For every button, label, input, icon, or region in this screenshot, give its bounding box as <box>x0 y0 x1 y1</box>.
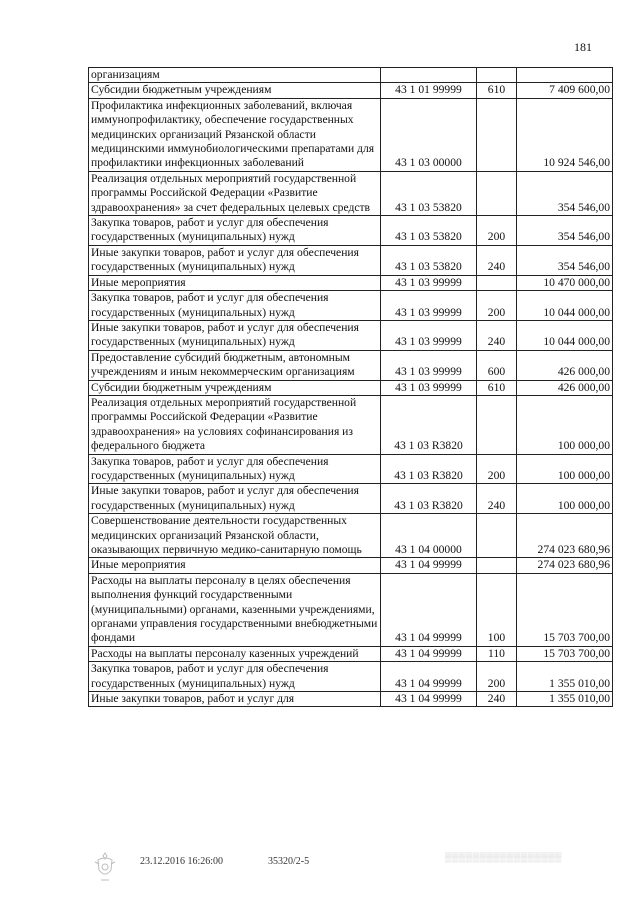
row-amount-cell: 1 355 010,00 <box>517 662 613 692</box>
row-name-cell: Закупка товаров, работ и услуг для обеспечения государственных (муниципальных) нужд <box>89 454 381 484</box>
table-row <box>89 454 613 484</box>
row-name-cell: Закупка товаров, работ и услуг для обеспечения государственных (муниципальных) нужд <box>89 662 381 692</box>
table-row <box>89 662 613 692</box>
row-type-cell: 240 <box>477 692 517 707</box>
row-code-cell: 43 1 04 99999 <box>381 558 477 573</box>
table-row <box>89 484 613 514</box>
row-name-cell: Иные закупки товаров, работ и услуг для обеспечения государственных (муниципальных) нужд <box>89 320 381 350</box>
table-row <box>89 275 613 290</box>
watermark-stamp: ▒▒▒▒▒▒▒▒▒▒▒▒▒▒▒▒▒ <box>445 852 562 862</box>
row-amount-cell: 426 000,00 <box>517 350 613 380</box>
row-name-cell: Иные мероприятия <box>89 558 381 573</box>
table-row <box>89 380 613 395</box>
row-name-cell: Расходы на выплаты персоналу в целях обеспечения выполнения функций государственными (муниципальными) органами, казенными учреждениями, органами управления государственными внебюджетными фондами <box>89 573 381 646</box>
footer-document-number: 35320/2-5 <box>268 856 310 867</box>
row-amount-cell: 15 703 700,00 <box>517 573 613 646</box>
row-type-cell <box>477 395 517 454</box>
row-type-cell <box>477 514 517 558</box>
row-amount-cell: 100 000,00 <box>517 484 613 514</box>
table-row <box>89 245 613 275</box>
row-code-cell: 43 1 03 53820 <box>381 245 477 275</box>
row-amount-cell: 1 355 010,00 <box>517 692 613 707</box>
row-amount-cell: 10 044 000,00 <box>517 320 613 350</box>
row-amount-cell: 274 023 680,96 <box>517 514 613 558</box>
row-type-cell: 240 <box>477 320 517 350</box>
row-name-cell: Субсидии бюджетным учреждениям <box>89 83 381 98</box>
row-code-cell: 43 1 04 99999 <box>381 662 477 692</box>
row-name-cell: Расходы на выплаты персоналу казенных учреждений <box>89 646 381 661</box>
table-row <box>89 350 613 380</box>
row-type-cell: 610 <box>477 83 517 98</box>
table-row <box>89 320 613 350</box>
row-amount-cell: 10 044 000,00 <box>517 291 613 321</box>
row-code-cell: 43 1 04 99999 <box>381 573 477 646</box>
row-amount-cell: 354 546,00 <box>517 171 613 215</box>
row-code-cell: 43 1 03 53820 <box>381 171 477 215</box>
row-name-cell: организациям <box>89 68 381 83</box>
row-type-cell: 240 <box>477 245 517 275</box>
row-name-cell: Реализация отдельных мероприятий государственной программы Российской Федерации «Развитие здравоохранения» на условиях софинансирования из федерального бюджета <box>89 395 381 454</box>
table-row <box>89 291 613 321</box>
table-row <box>89 558 613 573</box>
row-name-cell: Реализация отдельных мероприятий государственной программы Российской Федерации «Развитие здравоохранения» за счет федеральных целевых средств <box>89 171 381 215</box>
row-code-cell: 43 1 03 R3820 <box>381 484 477 514</box>
row-code-cell: 43 1 04 99999 <box>381 646 477 661</box>
row-amount-cell: 10 470 000,00 <box>517 275 613 290</box>
row-code-cell: 43 1 03 99999 <box>381 380 477 395</box>
row-type-cell: 200 <box>477 216 517 246</box>
budget-table <box>88 67 613 707</box>
row-type-cell <box>477 275 517 290</box>
row-code-cell: 43 1 04 99999 <box>381 692 477 707</box>
row-amount-cell: 100 000,00 <box>517 395 613 454</box>
table-row <box>89 395 613 454</box>
row-code-cell: 43 1 03 R3820 <box>381 395 477 454</box>
page-number: 181 <box>574 40 592 54</box>
row-type-cell <box>477 98 517 171</box>
row-code-cell: 43 1 01 99999 <box>381 83 477 98</box>
row-amount-cell: 15 703 700,00 <box>517 646 613 661</box>
table-row <box>89 646 613 661</box>
table-row <box>89 171 613 215</box>
row-type-cell: 240 <box>477 484 517 514</box>
row-code-cell: 43 1 03 99999 <box>381 291 477 321</box>
row-code-cell: 43 1 03 99999 <box>381 275 477 290</box>
row-amount-cell: 354 546,00 <box>517 245 613 275</box>
row-code-cell: 43 1 03 R3820 <box>381 454 477 484</box>
row-code-cell: 43 1 03 99999 <box>381 320 477 350</box>
row-code-cell <box>381 68 477 83</box>
row-type-cell: 110 <box>477 646 517 661</box>
row-type-cell: 610 <box>477 380 517 395</box>
row-amount-cell <box>517 68 613 83</box>
row-type-cell <box>477 558 517 573</box>
row-type-cell: 200 <box>477 454 517 484</box>
row-name-cell: Профилактика инфекционных заболеваний, включая иммунопрофилактику, обеспечение государственных медицинских организаций Рязанской области медицинскими иммунобиологическими препаратами для профилактики инфекционных заболеваний <box>89 98 381 171</box>
row-name-cell: Иные закупки товаров, работ и услуг для обеспечения государственных (муниципальных) нужд <box>89 484 381 514</box>
row-type-cell <box>477 68 517 83</box>
row-type-cell <box>477 171 517 215</box>
row-name-cell: Совершенствование деятельности государственных медицинских организаций Рязанской области, оказывающих первичную медико-санитарную помощь <box>89 514 381 558</box>
row-name-cell: Закупка товаров, работ и услуг для обеспечения государственных (муниципальных) нужд <box>89 291 381 321</box>
row-type-cell: 200 <box>477 662 517 692</box>
table-row <box>89 68 613 83</box>
table-row <box>89 216 613 246</box>
footer-date: 23.12.2016 16:26:00 <box>140 856 224 867</box>
row-code-cell: 43 1 03 99999 <box>381 350 477 380</box>
row-amount-cell: 10 924 546,00 <box>517 98 613 171</box>
row-amount-cell: 100 000,00 <box>517 454 613 484</box>
row-name-cell: Иные закупки товаров, работ и услуг для <box>89 692 381 707</box>
row-name-cell: Закупка товаров, работ и услуг для обеспечения государственных (муниципальных) нужд <box>89 216 381 246</box>
row-type-cell: 600 <box>477 350 517 380</box>
row-amount-cell: 274 023 680,96 <box>517 558 613 573</box>
row-name-cell: Предоставление субсидий бюджетным, автономным учреждениям и иным некоммерческим организациям <box>89 350 381 380</box>
table-row <box>89 573 613 646</box>
row-code-cell: 43 1 03 00000 <box>381 98 477 171</box>
row-name-cell: Иные закупки товаров, работ и услуг для обеспечения государственных (муниципальных) нужд <box>89 245 381 275</box>
row-amount-cell: 7 409 600,00 <box>517 83 613 98</box>
row-name-cell: Иные мероприятия <box>89 275 381 290</box>
row-code-cell: 43 1 03 53820 <box>381 216 477 246</box>
row-amount-cell: 426 000,00 <box>517 380 613 395</box>
row-type-cell: 100 <box>477 573 517 646</box>
table-row <box>89 83 613 98</box>
coat-of-arms-icon <box>92 850 118 889</box>
row-amount-cell: 354 546,00 <box>517 216 613 246</box>
table-row <box>89 98 613 171</box>
table-row <box>89 514 613 558</box>
row-code-cell: 43 1 04 00000 <box>381 514 477 558</box>
table-row <box>89 692 613 707</box>
budget-table-body <box>89 68 613 707</box>
row-type-cell: 200 <box>477 291 517 321</box>
row-name-cell: Субсидии бюджетным учреждениям <box>89 380 381 395</box>
